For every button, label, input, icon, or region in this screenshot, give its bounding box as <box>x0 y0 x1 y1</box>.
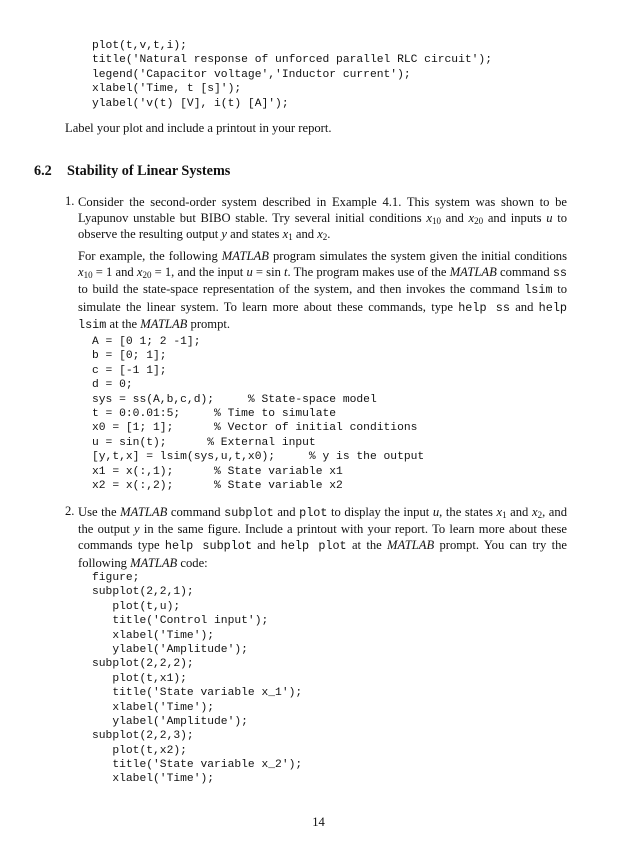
text-run <box>327 227 330 241</box>
emphasis-text <box>140 317 187 331</box>
instruction-text: Label your plot and include a printout in your report. <box>65 121 332 135</box>
text: Consider the second-order system described in Example 4.1. This system was shown to be Lyapunov unstable but BIBO stable. Try several initial conditions <box>78 195 567 226</box>
text-run <box>78 249 222 263</box>
text: to observe the resulting output <box>78 211 568 242</box>
text: to display the input <box>327 505 433 519</box>
text: and inputs <box>483 211 547 226</box>
text: x <box>78 265 84 280</box>
text: = sin <box>252 265 285 280</box>
text: program simulates the system given the initial conditions <box>268 249 567 263</box>
code-block-plot <box>92 39 492 111</box>
text: subplot <box>224 506 274 520</box>
code-line: u = sin(t); % External input <box>92 436 316 449</box>
code-line: title('Natural response of unforced parallel RLC circuit'); <box>92 54 492 67</box>
text: y <box>134 522 140 537</box>
text: at the <box>346 538 388 553</box>
section-heading <box>34 163 230 180</box>
text-run <box>347 538 387 552</box>
code-line: ylabel('v(t) [V], i(t) [A]'); <box>92 97 289 110</box>
text-run <box>252 538 281 552</box>
inline-code <box>553 266 567 280</box>
code-line: plot(t,v,t,i); <box>92 40 187 52</box>
emphasis-text <box>222 249 269 263</box>
text: u <box>246 265 253 280</box>
code-line: x0 = [1; 1]; % Vector of initial conditions <box>92 422 418 435</box>
math-symbol <box>137 265 152 279</box>
code-line: plot(t,x2); <box>92 744 187 757</box>
text-run <box>78 282 524 296</box>
text: , the states <box>439 505 497 519</box>
text: MATLAB <box>130 555 178 570</box>
text-run <box>78 505 120 519</box>
text: lsim <box>524 283 553 298</box>
text: MATLAB <box>387 538 435 553</box>
code-line: A = [0 1; 2 -1]; <box>92 336 201 348</box>
code-line: figure; <box>92 572 140 584</box>
math-symbol <box>469 211 484 225</box>
code-line: plot(t,u); <box>92 600 181 613</box>
code-line: title('State variable x_1'); <box>92 687 303 700</box>
text: to simulate the linear system. To learn more about these commands, type <box>78 282 567 314</box>
text: MATLAB <box>140 316 188 331</box>
code-line: xlabel('Time'); <box>92 701 215 714</box>
code-line: b = [0; 1]; <box>92 350 167 363</box>
code-line: ylabel('Amplitude'); <box>92 715 248 728</box>
code-line: plot(t,x1); <box>92 672 187 685</box>
text: MATLAB <box>120 505 168 519</box>
text: and <box>509 299 539 314</box>
subscript: 10 <box>83 270 93 281</box>
text-run <box>507 505 532 519</box>
text: Use the <box>78 505 121 519</box>
code-line: xlabel('Time'); <box>92 773 215 786</box>
text: plot <box>299 506 328 520</box>
list-number: 1. <box>65 194 75 208</box>
text-run <box>93 265 137 279</box>
text-run <box>441 211 469 225</box>
text-run <box>253 265 284 279</box>
text: x <box>531 505 538 519</box>
math-symbol <box>283 227 293 241</box>
subscript: 2 <box>537 510 543 520</box>
text: x <box>496 505 503 519</box>
inline-code <box>524 283 552 297</box>
item2-paragraph <box>78 504 567 571</box>
code-line: d = 0; <box>92 379 133 392</box>
subscript: 1 <box>502 510 507 520</box>
text: u <box>546 211 553 226</box>
text: MATLAB <box>449 265 497 280</box>
list-number: 2. <box>65 504 75 518</box>
math-symbol <box>496 505 506 519</box>
emphasis-text <box>130 556 177 570</box>
code-line: [y,t,x] = lsim(sys,u,t,x0); % y is the output <box>92 451 425 464</box>
inline-code <box>281 539 347 553</box>
emphasis-text <box>450 265 497 279</box>
text: u <box>432 505 440 519</box>
subscript: 20 <box>474 216 484 227</box>
text: . The program makes use of the <box>287 265 450 280</box>
item1-paragraph-2 <box>78 248 567 333</box>
text-run <box>227 227 283 241</box>
text-run <box>177 556 207 570</box>
text: ss <box>552 266 567 281</box>
page-number: 14 <box>312 815 325 829</box>
code-line: title('Control input'); <box>92 615 269 628</box>
math-symbol <box>317 227 327 241</box>
text: x <box>282 227 289 242</box>
text-run <box>510 300 539 314</box>
subscript: 2 <box>322 232 328 243</box>
text: , and the output <box>78 505 567 537</box>
code-block-subplot <box>92 571 302 787</box>
text-run <box>327 505 432 519</box>
text: at the <box>106 316 141 331</box>
emphasis-text <box>120 505 167 519</box>
text: help ss <box>458 300 510 315</box>
text-run <box>269 249 567 263</box>
text: . <box>327 227 331 242</box>
text: and <box>251 538 281 553</box>
text: x <box>136 265 143 280</box>
text: MATLAB <box>221 249 269 263</box>
text: and <box>440 211 469 226</box>
text: help lsim <box>78 300 567 332</box>
code-line: title('State variable x_2'); <box>92 759 303 772</box>
text: = 1 and <box>92 265 137 280</box>
text-run <box>167 505 224 519</box>
text-run <box>439 505 496 519</box>
code-line: legend('Capacitor voltage','Inductor current'); <box>92 68 411 81</box>
text-run <box>187 317 230 331</box>
text: and <box>506 505 532 519</box>
text: code: <box>177 555 208 570</box>
subscript: 20 <box>142 270 152 281</box>
code-line: ylabel('Amplitude'); <box>92 643 248 656</box>
code-line: subplot(2,2,1); <box>92 586 194 599</box>
text-run <box>274 505 299 519</box>
text: x <box>317 227 323 242</box>
text-run <box>288 265 450 279</box>
text-run <box>293 227 317 241</box>
text: x <box>426 211 432 226</box>
text: t <box>284 265 288 280</box>
text: prompt. <box>187 316 231 331</box>
text-run <box>497 265 553 279</box>
text: help subplot <box>164 539 252 554</box>
text-run <box>151 265 246 279</box>
section-number: 6.2 <box>34 163 52 179</box>
text-run <box>106 317 140 331</box>
code-block-lsim <box>92 335 424 493</box>
text: and states <box>227 227 283 242</box>
emphasis-text <box>387 538 434 552</box>
math-symbol <box>532 505 542 519</box>
code-line: c = [-1 1]; <box>92 364 167 377</box>
inline-code <box>165 539 252 553</box>
code-line: t = 0:0.01:5; % Time to simulate <box>92 407 337 420</box>
code-line: subplot(2,2,3); <box>92 730 194 743</box>
inline-code <box>224 506 274 520</box>
text: to build the state-space representation of the system, and then invokes the command <box>78 282 525 297</box>
subscript: 10 <box>431 216 441 227</box>
text: prompt. You can try the following <box>78 538 568 570</box>
text: = 1, and the input <box>151 265 247 280</box>
item1-paragraph-1 <box>78 194 567 243</box>
math-symbol <box>78 265 93 279</box>
inline-code <box>458 301 510 315</box>
subscript: 1 <box>288 232 293 243</box>
text: y <box>221 227 227 242</box>
code-line: x2 = x(:,2); % State variable x2 <box>92 479 343 492</box>
text: in the same figure. Include a printout with your report. To learn more about these commands type <box>78 522 567 553</box>
text: and <box>292 227 318 242</box>
text: command <box>496 265 553 280</box>
math-symbol <box>426 211 441 225</box>
text: command <box>167 505 225 519</box>
code-line: xlabel('Time'); <box>92 629 215 642</box>
code-line: xlabel('Time, t [s]'); <box>92 83 242 96</box>
text: and <box>273 505 300 519</box>
code-line: subplot(2,2,2); <box>92 658 194 671</box>
text: help plot <box>280 539 347 554</box>
text-run <box>483 211 546 225</box>
code-line: x1 = x(:,1); % State variable x1 <box>92 465 343 478</box>
text: For example, the following <box>78 249 222 263</box>
inline-code <box>299 506 327 520</box>
code-line: sys = ss(A,b,c,d); % State-space model <box>92 393 377 406</box>
section-title: Stability of Linear Systems <box>67 163 231 179</box>
text: x <box>468 211 475 226</box>
